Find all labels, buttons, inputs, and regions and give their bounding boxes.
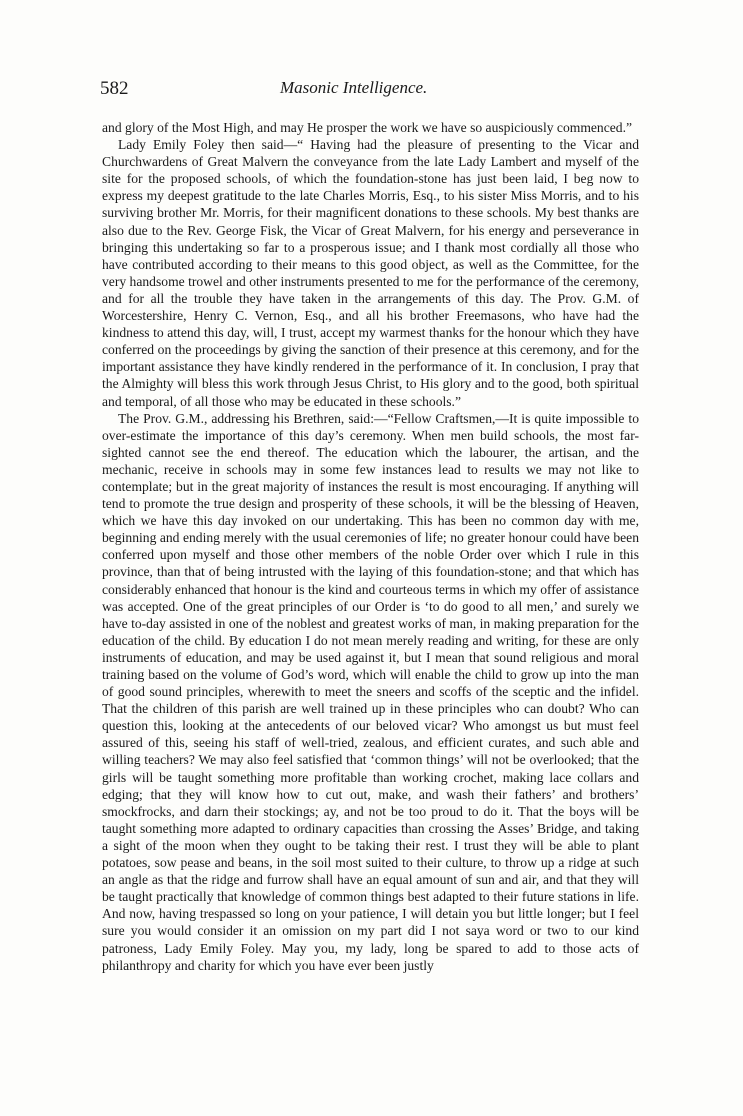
body-text <box>102 119 639 974</box>
paragraph-continuation: and glory of the Most High, and may He prosper the work we have so auspiciously commenced.” <box>102 120 633 135</box>
page-header <box>100 78 640 102</box>
page-number: 582 <box>100 78 129 99</box>
running-head: Masonic Intelligence. <box>280 78 428 97</box>
paragraph-prov-gm-speech: The Prov. G.M., addressing his Brethren, said:—“Fellow Craftsmen,—It is quite impossible to over-estimate the importance of this day’s ceremony. When men build schools, the most far-sighted cannot see the end thereof. The education which the labourer, the artisan, and the mechanic, receive in schools may in some few instances lead to results we may not like to contemplate; but in the great majority of instances the result is most encouraging. If anything will tend to promote the true design and prosperity of these schools, it will be the blessing of Heaven, which we have this day invoked on our undertaking. This has been no common day with me, beginning and ending merely with the usual ceremonies of life; no greater honour could have been conferred upon myself and those other members of the noble Order over which I rule in this province, than that of being intrusted with the laying of this foundation-stone; and that which has considerably enhanced that honour is the kind and courteous terms in which my offer of assistance was accepted. One of the great principles of our Order is ‘to do good to all men,’ and surely we have to-day assisted in one of the noblest and greatest works of man, in making preparation for the education of the child. By education I do not mean merely reading and writing, for these are only instruments of education, and may be used against it, but I mean that sound religious and moral training based on the volume of God’s word, which will enable the child to grow up into the man of good sound principles, wherewith to meet the sneers and scoffs of the sceptic and the infidel. That the children of this parish are well trained up in these principles who can doubt? Who can question this, looking at the antecedents of our beloved vicar? Who amongst us but must feel assured of this, seeing his staff of well-tried, zealous, and efficient curates, and such able and willing teachers? We may also feel satisfied that ‘common things’ will not be overlooked; that the girls will be taught something more profitable than working crochet, making lace collars and edging; that they will know how to cut out, make, and wash their fathers’ and brothers’ smockfrocks, and darn their stockings; ay, and not be too proud to do it. That the boys will be taught something more adapted to ordinary capacities than crossing the Asses’ Bridge, and taking a sight of the moon when they ought to be taking their rest. I trust they will be able to plant potatoes, sow pease and beans, in the soil most suited to their culture, to throw up a ridge at such an angle as that the ridge and furrow shall have an equal amount of sun and air, and that they will be taught practically that knowledge of common things best adapted to their future stations in life. And now, having trespassed so long on your patience, I will detain you but little longer; but I feel sure you would consider it an omission on my part did I not saya word or two to our kind patroness, Lady Emily Foley. May you, my lady, long be spared to add to those acts of philanthropy and charity for which you have ever been justly <box>102 410 639 973</box>
paragraph-lady-foley-speech: Lady Emily Foley then said—“ Having had the pleasure of presenting to the Vicar and Churchwardens of Great Malvern the conveyance from the late Lady Lambert and myself of the site for the proposed schools, of which the foundation-stone has just been laid, I beg now to express my deepest gratitude to the late Charles Morris, Esq., to his sister Miss Morris, and to his surviving brother Mr. Morris, for their magnificent donations to these schools. My best thanks are also due to the Rev. George Fisk, the Vicar of Great Malvern, for his energy and perseverance in bringing this undertaking so far to a prosperous issue; and I thank most cordially all those who have contributed according to their means to this good object, as well as the Committee, for the very handsome trowel and other instruments presented to me for the performance of the ceremony, and for all the trouble they have taken in the arrangements of this day. The Prov. G.M. of Worcestershire, Henry C. Vernon, Esq., and all his brother Freemasons, who have had the kindness to attend this day, will, I trust, accept my warmest thanks for the honour which they have conferred on the proceedings by giving the sanction of their presence at this ceremony, and for the important assistance they have kindly rendered in the performance of it. In conclusion, I pray that the Almighty will bless this work through Jesus Christ, to His glory and to the good, both spiritual and temporal, of all those who may be educated in these schools.” <box>102 137 640 409</box>
